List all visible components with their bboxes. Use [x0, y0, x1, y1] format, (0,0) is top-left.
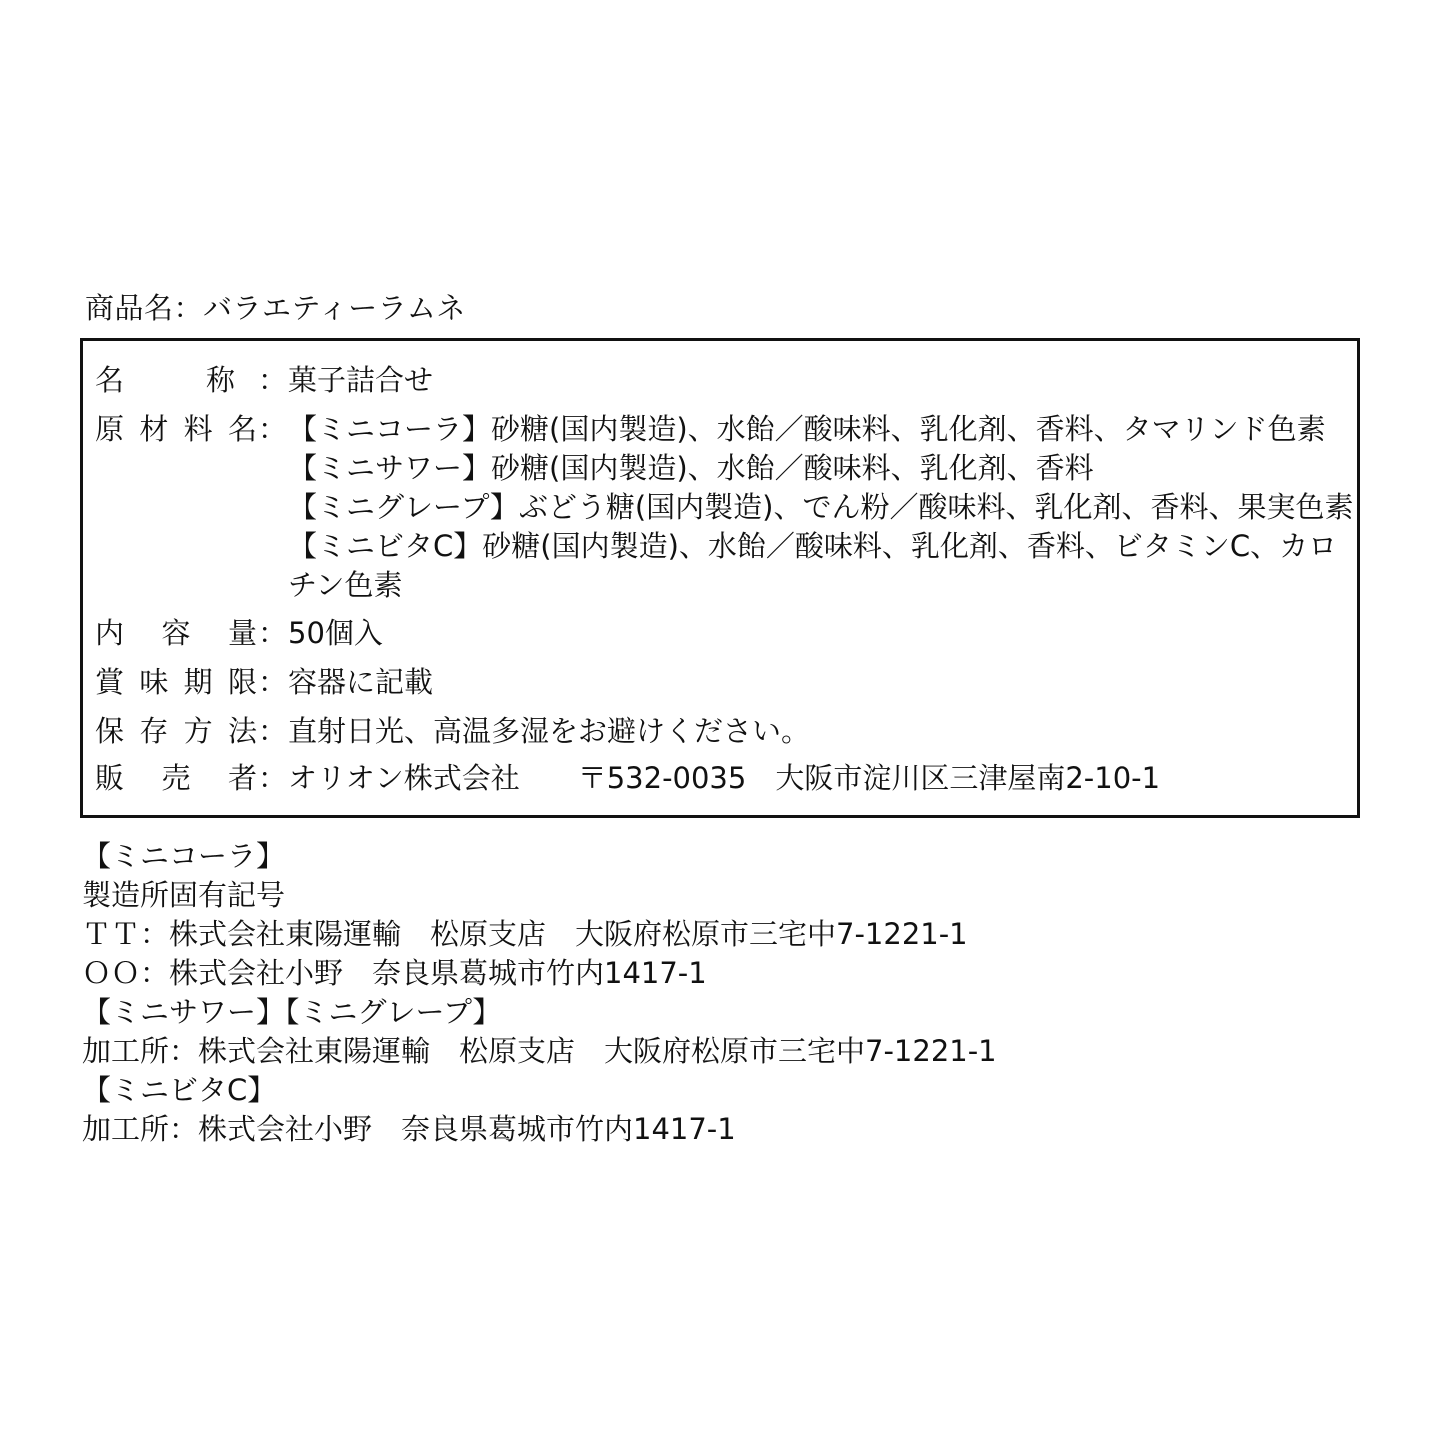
product-name-value: バラエティーラムネ — [203, 291, 466, 325]
ingredient-line-vitac: 【ミニビタC】砂糖(国内製造)、水飴／酸味料、乳化剤、香料、ビタミンC、カロ — [288, 529, 1338, 563]
mfg-heading-vitac: 【ミニビタC】 — [82, 1073, 277, 1107]
mfg-processor-toyo: 加工所：株式会社東陽運輸 松原支店 大阪府松原市三宅中7-1221-1 — [82, 1034, 997, 1068]
spec-colon: ： — [258, 412, 288, 446]
product-name-label: 商品名 — [85, 291, 174, 325]
mfg-heading-sour-grape: 【ミニサワー】【ミニグレープ】 — [82, 995, 502, 1029]
ingredient-line-sour: 【ミニサワー】砂糖(国内製造)、水飴／酸味料、乳化剤、香料 — [288, 451, 1094, 485]
product-name-separator: ： — [173, 291, 204, 325]
mfg-code-label: 製造所固有記号 — [82, 878, 286, 912]
mfg-heading-cola: 【ミニコーラ】 — [82, 839, 286, 873]
ingredient-line-cola: 【ミニコーラ】砂糖(国内製造)、水飴／酸味料、乳化剤、香料、タマリンド色素 — [288, 412, 1326, 446]
spec-key-storage: 保 存 方 法 — [95, 714, 257, 748]
product-name-line — [85, 288, 466, 328]
mfg-line-oo: ＯＯ：株式会社小野 奈良県葛城市竹内1417-1 — [82, 956, 707, 990]
spec-value-best-before: 容器に記載 — [288, 665, 434, 699]
spec-colon: ： — [258, 714, 288, 748]
spec-colon: ： — [258, 616, 288, 650]
spec-value-seller: オリオン株式会社 〒532-0035 大阪市淀川区三津屋南2-10-1 — [288, 761, 1161, 795]
spec-key-best-before: 賞 味 期 限 — [95, 665, 257, 699]
spec-value-storage: 直射日光、高温多湿をお避けください。 — [288, 714, 811, 748]
mfg-line-tt: ＴＴ：株式会社東陽運輸 松原支店 大阪府松原市三宅中7-1221-1 — [82, 917, 968, 951]
ingredient-line-grape: 【ミニグレープ】ぶどう糖(国内製造)、でん粉／酸味料、乳化剤、香料、果実色素 — [288, 490, 1354, 524]
spec-colon: ： — [258, 761, 288, 795]
mfg-processor-ono: 加工所：株式会社小野 奈良県葛城市竹内1417-1 — [82, 1112, 736, 1146]
spec-colon: ： — [258, 665, 288, 699]
spec-key-ingredients: 原 材 料 名 — [95, 412, 257, 446]
spec-key-seller: 販 売 者 — [95, 761, 257, 795]
spec-colon: ： — [258, 363, 288, 397]
ingredient-line-vitac-continued: チン色素 — [288, 568, 403, 602]
spec-value-name: 菓子詰合せ — [288, 363, 434, 397]
spec-value-contents: 50個入 — [288, 616, 383, 650]
spec-key-contents: 内 容 量 — [95, 616, 257, 650]
spec-key-name: 名 称 — [95, 363, 235, 397]
